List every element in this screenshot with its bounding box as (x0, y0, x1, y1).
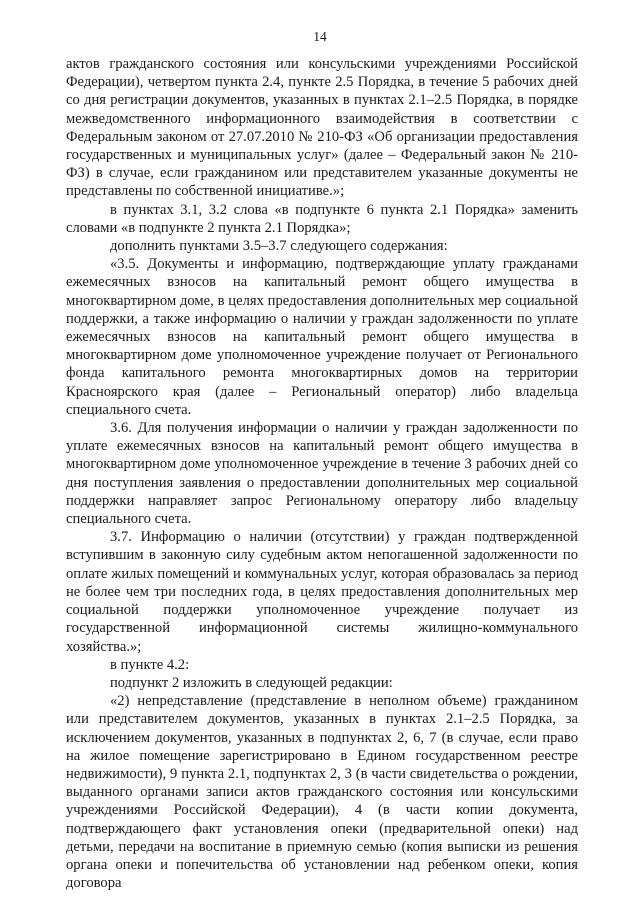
paragraph-3-5: «3.5. Документы и информацию, подтверждающие уплату гражданами ежемесячных взносов на капитальный ремонт общего имущества в многоквартирном доме, в целях предоставления дополнительных мер социальной поддержки, а также информацию о наличии у граждан задолженности по уплате ежемесячных взносов на капитальный ремонт общего имущества в многоквартирном доме уполномоченное учреждение получает от Регионального фонда капитального ремонта многоквартирных домов на территории Красноярского края (далее – Региональный оператор) либо владельца специального счета. (66, 256, 578, 418)
paragraph-3-7: 3.7. Информацию о наличии (отсутствии) у граждан подтвержденной вступившим в законную силу судебным актом непогашенной задолженности по оплате жилых помещений и коммунальных услуг, которая образовалась за период не более чем три последних года, в целях предоставления дополнительных мер социальной поддержки уполномоченное учреждение получает из государственной информационной системы жилищно-коммунального хозяйства.»; (66, 529, 578, 655)
document-body (66, 55, 578, 892)
paragraph-3-6: 3.6. Для получения информации о наличии у граждан задолженности по уплате ежемесячных взносов на капитальный ремонт общего имущества в многоквартирном доме уполномоченное учреждение в течение 3 рабочих дней со дня поступления заявления о предоставлении дополнительных мер социальной поддержки направляет запрос Региональному оператору либо владельцу специального счета. (66, 420, 578, 528)
paragraph-item-4-2: в пункте 4.2: (110, 656, 190, 673)
page-number: 14 (313, 29, 327, 44)
paragraph-subitem-2-text: «2) непредставление (представление в неполном объеме) гражданином или представителем документов, указанных в пунктах 2.1–2.5 Порядка, за исключением документов, указанных в подпунктах 2, 6, 7 (в случае, если право на жилое помещение зарегистрировано в Едином государственном реестре недвижимости), 9 пункта 2.1, подпунктах 2, 3 (в части свидетельства о рождении, выданного органами записи актов гражданского состояния или консульскими учреждениями Российской Федерации), 4 (в части копии документа, подтверждающего факт установления опеки (предварительной опеки) над детьми, передачи на воспитание в приемную семью (копия выписки из решения органа опеки и попечительства об установлении над ребенком опеки, копия договора (66, 693, 578, 892)
paragraph-add-items: дополнить пунктами 3.5–3.7 следующего содержания: (110, 238, 448, 255)
paragraph-subitem-2-intro: подпункт 2 изложить в следующей редакции: (110, 674, 393, 691)
paragraph-amendment-3-1-3-2: в пунктах 3.1, 3.2 слова «в подпункте 6 пункта 2.1 Порядка» заменить словами «в подпункте 2 пункта 2.1 Порядка»; (66, 201, 578, 236)
paragraph-continuation: актов гражданского состояния или консульскими учреждениями Российской Федерации), четвертом пункта 2.4, пункте 2.5 Порядка, в течение 5 рабочих дней со дня регистрации документов, указанных в пунктах 2.1–2.5 Порядка, в порядке межведомственного информационного взаимодействия в соответствии с Федеральным законом от 27.07.2010 № 210-ФЗ «Об организации предоставления государственных и муниципальных услуг» (далее – Федеральный закон № 210-ФЗ) в случае, если гражданином или представителем указанные документы не представлены по собственной инициативе.»; (66, 56, 578, 200)
